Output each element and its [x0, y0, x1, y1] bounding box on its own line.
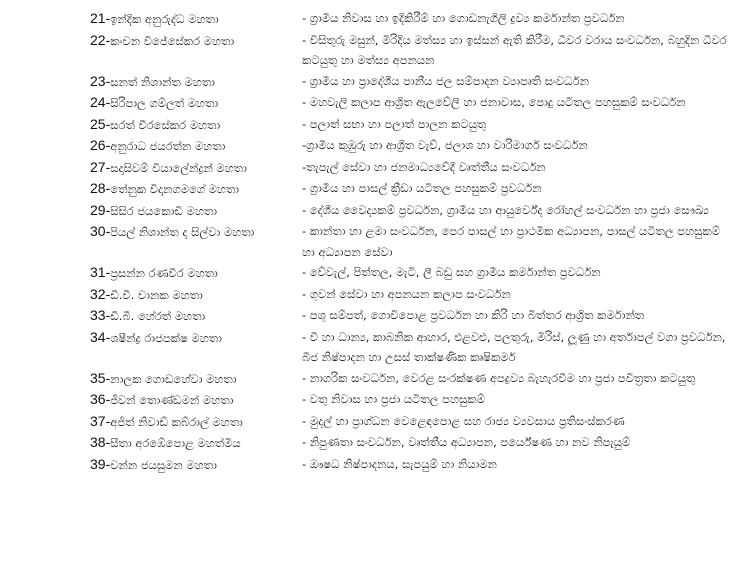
list-item — [90, 327, 740, 368]
minister-cell — [90, 200, 302, 222]
portfolio-description: - විසිතුරු මසුන්, මිරිදිය මත්ස්‍ය හා ඉස්සන් ඇති කිරීම, ධීවර වරාය සංවර්ධන, බහුදින ධීවර කටයුතු හා මත්ස්‍ය අපනයන — [302, 32, 727, 67]
minister-name: අජිත් නිවාඩ් කබ්රාල් මහතා — [110, 414, 243, 429]
minister-name: සිරිපාල ගම්ලත් මහතා — [110, 96, 219, 110]
minister-cell — [90, 71, 302, 93]
portfolio-description: - වේවැල්, පිත්තල, මැටි, ලී බඩු සහ ග්‍රාමීය කර්මාන්ත ප්‍රවර්ධන — [302, 265, 601, 279]
minister-cell — [90, 454, 302, 476]
minister-cell — [90, 92, 302, 114]
portfolio-description: -ග්‍රාමීය කුඹුරු හා ආශ්‍රිත වැව්, ජලාශ හා වාරිමාර්ග සංවර්ධන — [302, 138, 588, 152]
item-number: 33- — [90, 307, 111, 323]
item-number: 29- — [90, 201, 111, 218]
portfolio-description: - ඖෂධ නිෂ්පාදනය, සැපයුම් හා නියාමන — [302, 456, 497, 471]
minister-cell — [90, 30, 302, 52]
list-item — [90, 305, 740, 327]
minister-name: ජීවන් තොණ්ඩමන් මහතා — [110, 393, 234, 407]
portfolio-description: - ග්‍රාමීය හා පාසල් ක්‍රීඩා යටිතල පහසුකම් ප්‍රවර්ධන — [302, 181, 542, 195]
minister-name: කංචන විජේසේකර මහතා — [110, 33, 235, 48]
list-item — [90, 178, 740, 200]
portfolio-description: -තැපැල් සේවා හා ජනමාධ්‍යවේදී වෘත්තීය සංවර්ධන — [302, 159, 546, 174]
list-item — [90, 389, 740, 411]
portfolio-description: - ග්‍රාමීය නිවාස හා ඉදිකිරීම් හා ගොඩනැගිලි ද්‍රව්‍ය කර්මාන්ත ප්‍රවර්ධන — [302, 11, 625, 25]
list-item — [90, 92, 740, 114]
list-item — [90, 411, 740, 433]
portfolio-description: - ගුවන් සේවා හා අපනයන කලාප සංවර්ධන — [302, 286, 511, 301]
item-number: 38- — [90, 434, 111, 450]
list-item — [90, 262, 740, 284]
item-number: 21- — [90, 10, 111, 26]
minister-cell — [90, 221, 302, 243]
item-number: 35- — [90, 369, 111, 386]
item-number: 24- — [90, 94, 111, 110]
portfolio-description: - වී හා ධාන්‍ය, කාබනික ආහාර, එළවළු, පලතුරු, මිරිස්, ලූණු හා අර්තාපල් වගා ප්‍රවර්ධන, බීජ නිෂ්පාදන හා උසස් තාක්ෂණික කෘෂිකර්ම — [302, 329, 726, 364]
minister-cell — [90, 327, 302, 349]
state-ministers-list — [90, 8, 740, 475]
minister-cell — [90, 8, 302, 30]
item-number: 27- — [90, 158, 111, 175]
minister-cell — [90, 368, 302, 390]
minister-cell — [90, 432, 302, 454]
portfolio-description: - කාන්තා හා ළමා සංවර්ධන, පෙර පාසල් හා ප්‍රාථමික අධ්‍යාපන, පාසල් යටිතල පහසුකම් හා අධ්‍යාපන සේවා — [302, 224, 720, 259]
list-item — [90, 368, 740, 390]
list-item — [90, 454, 740, 476]
portfolio-description: - වතු නිවාස හා ප්‍රජා යටිතල පහසුකම් — [302, 392, 485, 406]
item-number: 32- — [90, 285, 111, 302]
minister-name: චන්න ජයසුමන මහතා — [110, 457, 217, 472]
minister-name: අනුරාධ ජයරත්න මහතා — [110, 139, 226, 153]
minister-name: තේනුක විදානගමගේ මහතා — [110, 182, 240, 196]
minister-name: සදාසිවම් වියාලේන්ද්‍රන් මහතා — [110, 160, 247, 175]
minister-name: සනත් නිශාන්ත මහතා — [110, 74, 215, 89]
portfolio-description: - නිපුණතා සංවර්ධන, වෘත්තීය අධ්‍යාපන, පර්යේෂණ හා නව නිපැයුම් — [302, 435, 631, 449]
item-number: 22- — [90, 31, 111, 48]
portfolio-description: - මුදල් හා ප්‍රාග්ධන වෙළෙඳපොළ සහ රාජ්‍ය ව්‍යවසාය ප්‍රතිසංස්කරණ — [302, 413, 625, 428]
item-number: 37- — [90, 412, 111, 429]
item-number: 31- — [90, 264, 111, 280]
item-number: 25- — [90, 115, 111, 132]
portfolio-description: - පලාත් සභා හා පලාත් පාලන කටයුතු — [302, 116, 487, 131]
list-item — [90, 432, 740, 454]
minister-cell — [90, 114, 302, 136]
item-number: 26- — [90, 137, 111, 153]
portfolio-description: - මහවැලි කලාප ආශ්‍රිත ඇලවේලි හා ජනාවාස, පොදු යටිතල පහසුකම් සංවර්ධන — [302, 95, 686, 109]
minister-cell — [90, 389, 302, 411]
minister-cell — [90, 157, 302, 179]
minister-name: ප්‍රසන්න රණවීර මහතා — [110, 266, 218, 280]
list-item — [90, 157, 740, 179]
portfolio-description: - දේශීය වෛද්‍යකම් ප්‍රවර්ධන, ග්‍රාමීය හා ආයුර්වේද රෝහල් සංවර්ධන හා ප්‍රජා සෞඛ්‍ය — [302, 202, 709, 217]
portfolio-description: - නාගරික සංවර්ධන, වෙරළ සංරක්ෂණ අපද්‍රව්‍ය බැහැරවීම හා ප්‍රජා පවිත්‍රතා කටයුතු — [302, 370, 696, 385]
minister-cell — [90, 305, 302, 327]
minister-cell — [90, 178, 302, 200]
minister-name: සරත් වීරසේකර මහතා — [110, 117, 221, 132]
minister-name: ඉන්දික අනුරුද්ධ මහතා — [110, 12, 219, 26]
item-number: 34- — [90, 328, 111, 345]
portfolio-description: - ග්‍රාමීය හා ප්‍රාදේශීය පානීය ජල සම්පාදන ව්‍යාපෘති සංවර්ධන — [302, 73, 589, 88]
minister-name: සීතා අරඹේපොළ මහත්මිය — [110, 436, 241, 450]
list-item — [90, 71, 740, 93]
minister-cell — [90, 262, 302, 284]
item-number: 30- — [90, 223, 111, 239]
list-item — [90, 114, 740, 136]
minister-cell — [90, 135, 302, 157]
item-number: 36- — [90, 391, 111, 407]
list-item — [90, 135, 740, 157]
item-number: 39- — [90, 455, 111, 472]
minister-name: ඩී.බී. හේරත් මහතා — [110, 309, 206, 323]
list-item — [90, 200, 740, 222]
list-item — [90, 30, 740, 71]
item-number: 23- — [90, 72, 111, 89]
list-item — [90, 221, 740, 262]
item-number: 28- — [90, 180, 111, 196]
minister-name: ඩී.වී. චානක මහතා — [110, 287, 203, 302]
list-item — [90, 8, 740, 30]
minister-name: සිසිර ජයකොඩි මහතා — [110, 203, 217, 218]
minister-name: පියල් නිශාන්ත ද සිල්වා මහතා — [110, 225, 255, 239]
minister-cell — [90, 411, 302, 433]
portfolio-description: - පශු සම්පත්, ගොවිපොළ ප්‍රවර්ධන හා කිරි හා බිත්තර ආශ්‍රිත කර්මාන්ත — [302, 308, 645, 322]
minister-name: ශෂීන්ද්‍ර රාජපක්ෂ මහතා — [110, 330, 222, 345]
minister-name: නාලක ගොඩහේවා මහතා — [110, 371, 237, 386]
minister-cell — [90, 284, 302, 306]
list-item — [90, 284, 740, 306]
